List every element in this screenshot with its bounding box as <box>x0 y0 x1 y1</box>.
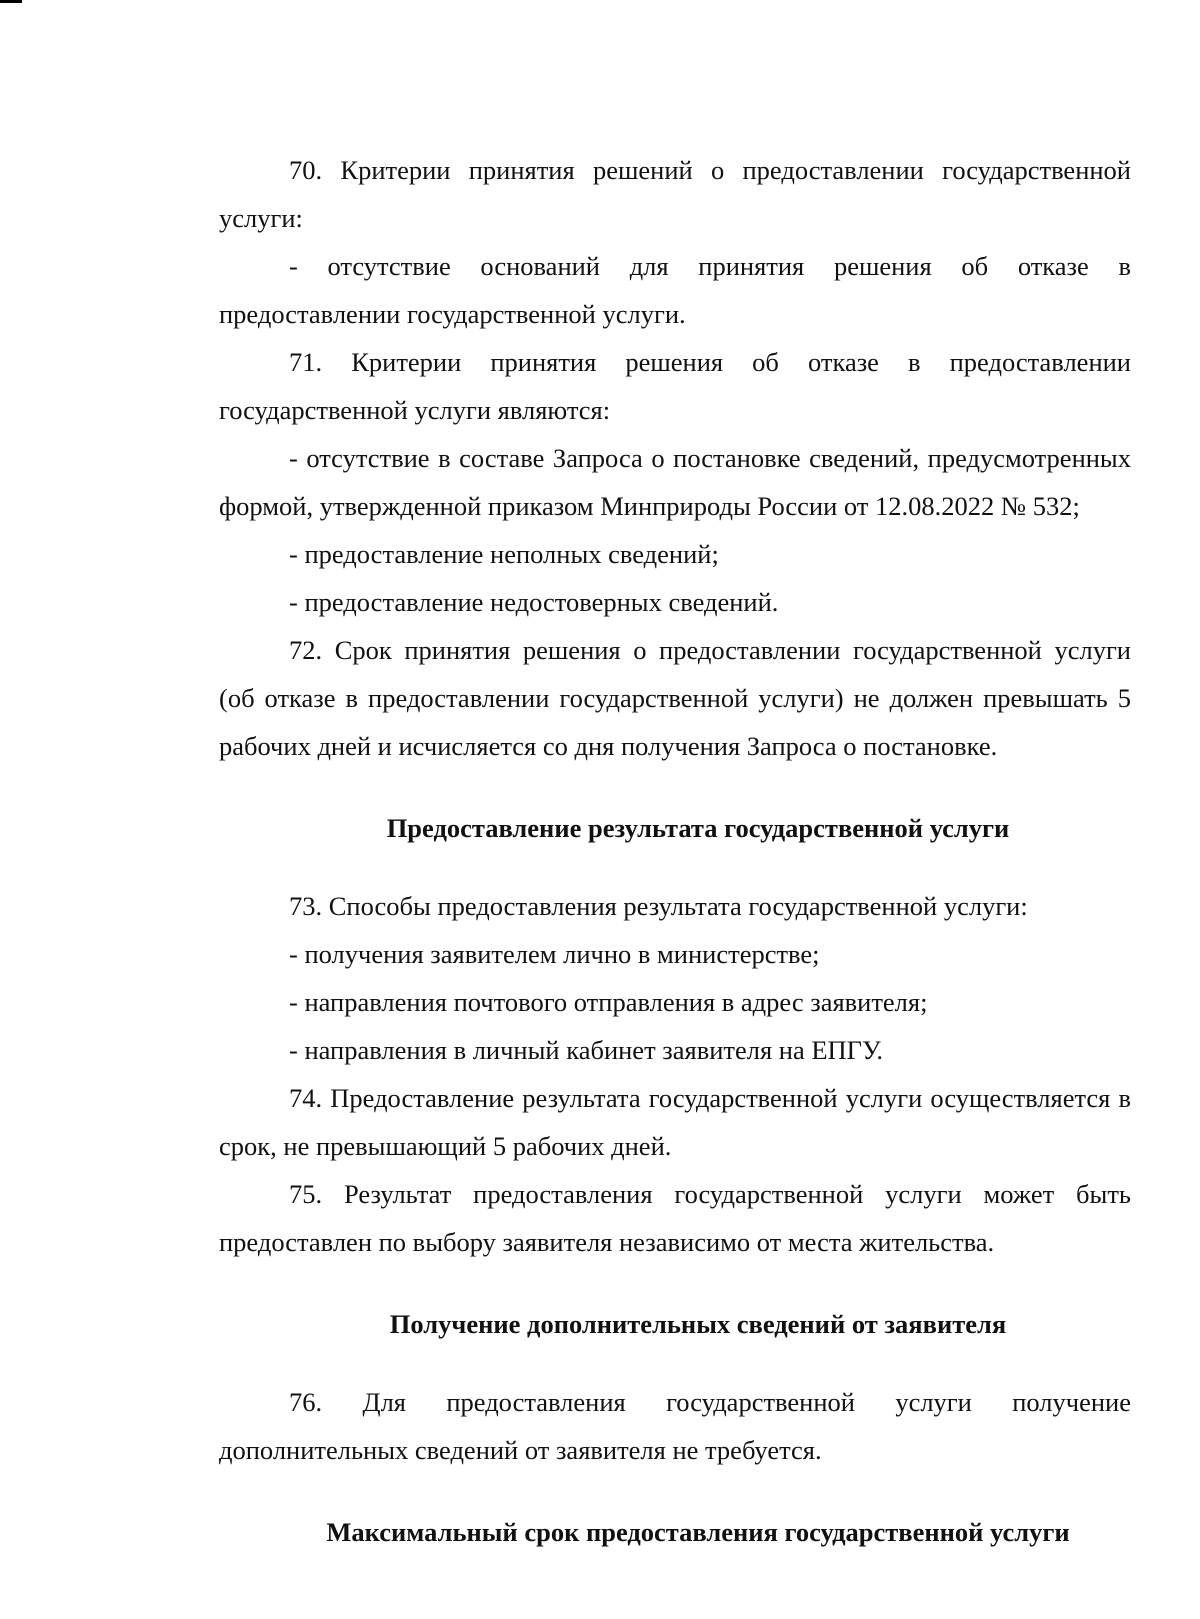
section-heading-result: Предоставление результата государственной услуги <box>386 813 1010 843</box>
list-item-epgu: - направления в личный кабинет заявителя на ЕПГУ. <box>289 1035 884 1065</box>
paragraph-70: 70. Критерии принятия решений о предоставлении государственной услуги: <box>219 155 1131 233</box>
paragraph-72: 72. Срок принятия решения о предоставлении государственной услуги (об отказе в предоставлении государственной услуги) не должен превышать 5 рабочих дней и исчисляется со дня получения Запроса о постановке. <box>219 635 1131 761</box>
list-item-in-person: - получения заявителем лично в министерстве; <box>289 939 820 969</box>
paragraph-71: 71. Критерии принятия решения об отказе в предоставлении государственной услуги являются: <box>219 347 1131 425</box>
list-item-postal: - направления почтового отправления в адрес заявителя; <box>289 987 928 1017</box>
section-heading-max-term: Максимальный срок предоставления государственной услуги <box>326 1517 1070 1547</box>
scan-corner-mark <box>0 0 22 3</box>
list-item-incomplete-info: - предоставление неполных сведений; <box>289 539 719 569</box>
document-page <box>219 146 1131 1556</box>
list-item-no-grounds: - отсутствие оснований для принятия решения об отказе в предоставлении государственной услуги. <box>219 251 1131 329</box>
section-heading-additional-info: Получение дополнительных сведений от заявителя <box>389 1309 1007 1339</box>
list-item-missing-info: - отсутствие в составе Запроса о постановке сведений, предусмотренных формой, утвержденной приказом Минприроды России от 12.08.2022 № 532; <box>219 443 1131 521</box>
paragraph-76: 76. Для предоставления государственной услуги получение дополнительных сведений от заявителя не требуется. <box>219 1387 1131 1465</box>
paragraph-74: 74. Предоставление результата государственной услуги осуществляется в срок, не превышающий 5 рабочих дней. <box>219 1083 1131 1161</box>
paragraph-75: 75. Результат предоставления государственной услуги может быть предоставлен по выбору заявителя независимо от места жительства. <box>219 1179 1131 1257</box>
list-item-unreliable-info: - предоставление недостоверных сведений. <box>289 587 779 617</box>
paragraph-73: 73. Способы предоставления результата государственной услуги: <box>289 891 1028 921</box>
